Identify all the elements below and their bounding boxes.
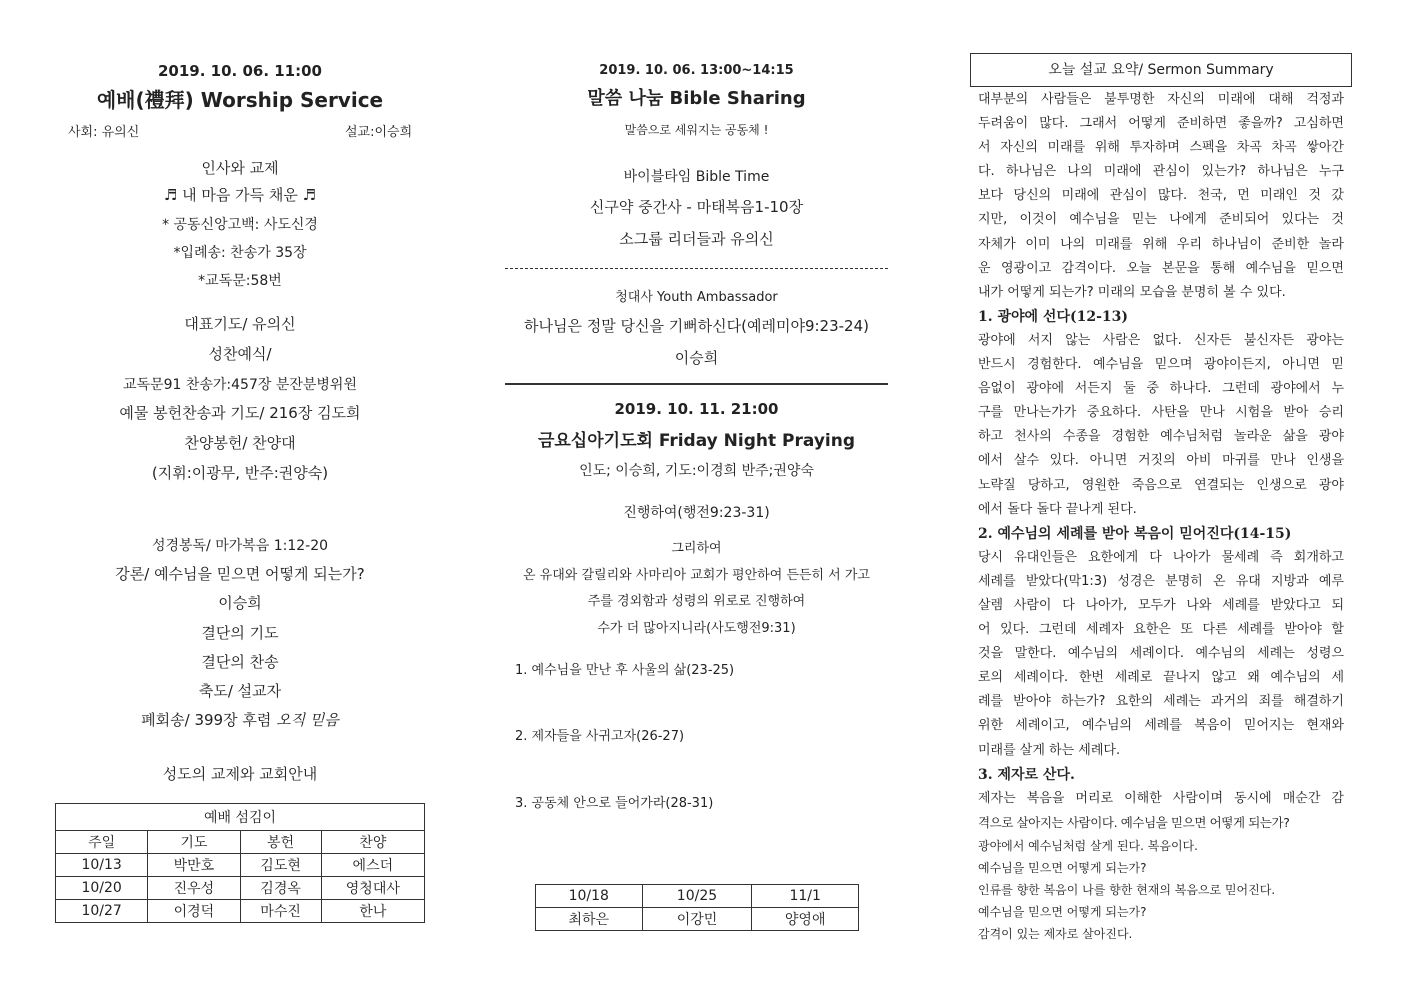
order-item: 찬양봉헌/ 찬양대 xyxy=(184,434,296,452)
order-item: 성경봉독/ 마가복음 1:12-20 xyxy=(151,538,329,554)
friday-point: 3. 공동체 안으로 들어가라(28-31) xyxy=(515,796,714,811)
table-row xyxy=(56,854,425,877)
friday-point: 2. 제자들을 사귀고자(26-27) xyxy=(515,729,685,744)
summary-line: 서 자신의 미래를 위해 투자하며 스펙을 차곡 차곡 쌓아간 xyxy=(978,140,1344,156)
summary-line: 예수님을 믿으면 어떻게 되는가? xyxy=(978,904,1147,919)
verse-line: 수가 더 많아지니라(사도행전9:31) xyxy=(597,621,796,636)
table-cell: 진우성 xyxy=(148,877,240,900)
table-header: 봉헌 xyxy=(240,831,321,854)
section-divider xyxy=(505,268,888,269)
summary-line: 두려움이 많다. 그래서 어떻게 준비하면 좋을까? 고심하면 xyxy=(978,116,1344,132)
closing-hymn-text: 폐회송/ 399장 후렴 xyxy=(141,711,277,729)
summary-line: 반드시 경험한다. 예수님을 믿으며 광야이든지, 아니면 믿 xyxy=(978,357,1344,373)
bible-time-title: 바이블타임 Bible Time xyxy=(623,169,770,185)
order-item: ♬ 내 마음 가득 채운 ♬ xyxy=(163,186,317,204)
friday-date: 2019. 10. 11. 21:00 xyxy=(614,400,779,418)
table-header: 기도 xyxy=(148,831,240,854)
table-row xyxy=(56,900,425,923)
youth-topic: 하나님은 정말 당신을 기뻐하신다(예레미야9:23-24) xyxy=(523,317,869,335)
summary-line: 위한 세례이고, 예수님의 세례를 복음이 믿어지는 현재와 xyxy=(978,718,1344,734)
order-item: 결단의 기도 xyxy=(201,624,279,642)
summary-heading: 3. 제자로 산다. xyxy=(978,766,1075,783)
summary-line: 구를 만나는가가 중요하다. 사탄을 만나 시험을 받아 승리 xyxy=(978,405,1344,421)
table-cell: 10/20 xyxy=(56,877,148,900)
friday-theme: 진행하여(행전9:23-31) xyxy=(623,505,770,521)
table-header: 찬양 xyxy=(321,831,424,854)
table-cell: 한나 xyxy=(321,900,424,923)
summary-line: 다. 하나님은 나의 미래에 관심이 있는가? 하나님은 누구 xyxy=(978,164,1344,180)
friday-leaders: 인도; 이승희, 기도:이경희 반주;권양숙 xyxy=(579,463,814,479)
fellowship-heading: 성도의 교제와 교회안내 xyxy=(162,765,318,783)
summary-line: 운 영광이고 감격이다. 오늘 본문을 통해 예수님을 믿으면 xyxy=(978,260,1344,276)
table-cell: 10/18 xyxy=(536,885,643,908)
sharing-motto: 말씀으로 세워지는 공동체 ! xyxy=(624,123,769,137)
summary-line: 살렘 사람이 다 나아가, 모두가 나와 세례를 받았다고 되 xyxy=(978,597,1344,613)
worship-date: 2019. 10. 06. 11:00 xyxy=(157,62,322,80)
friday-point: 1. 예수님을 만난 후 사울의 삶(23-25) xyxy=(515,663,735,678)
worship-preacher: 설교:이승희 xyxy=(345,125,413,140)
summary-line: 것을 말한다. 예수님의 세례이다. 예수님의 세례는 성령으 xyxy=(978,646,1344,662)
summary-line: 당시 유대인들은 요한에게 다 나아가 물세례 즉 회개하고 xyxy=(978,549,1344,565)
closing-hymn xyxy=(55,709,425,730)
youth-speaker: 이승희 xyxy=(674,349,719,367)
servers-caption: 예배 섬김이 xyxy=(56,804,425,831)
summary-heading: 2. 예수님의 세례를 받아 복음이 믿어진다(14-15) xyxy=(978,525,1292,542)
summary-line: 제자는 복음을 머리로 이해한 사람이며 동시에 매순간 감 xyxy=(978,790,1344,806)
table-row xyxy=(536,885,859,908)
order-item: 축도/ 설교자 xyxy=(198,682,282,700)
table-cell: 마수진 xyxy=(240,900,321,923)
order-item: 교독문91 찬송가:457장 분잔분병위원 xyxy=(123,377,357,393)
summary-title: 오늘 설교 요약/ Sermon Summary xyxy=(970,53,1352,87)
summary-line: 음없이 광야에 서든지 둘 중 하나다. 그런데 광야에서 누 xyxy=(978,381,1344,397)
section-divider xyxy=(505,383,888,385)
bible-time-leader: 소그룹 리더들과 유의신 xyxy=(619,230,774,248)
summary-line: 세례를 받았다(막1:3) 성경은 분명히 온 유대 지방과 예루 xyxy=(978,573,1344,589)
table-cell: 김경옥 xyxy=(240,877,321,900)
table-cell: 김도현 xyxy=(240,854,321,877)
worship-leader: 사회: 유의신 xyxy=(68,125,140,140)
table-cell: 10/25 xyxy=(642,885,752,908)
summary-line: 예수님을 믿으면 어떻게 되는가? xyxy=(978,860,1147,875)
friday-schedule-table xyxy=(535,884,859,931)
verse-line: 주를 경외함과 성령의 위로로 진행하여 xyxy=(587,594,806,609)
servers-table xyxy=(55,803,425,923)
table-row xyxy=(56,877,425,900)
summary-line: 로의 세례이다. 한번 세례로 끝나지 않고 왜 예수님의 세 xyxy=(978,670,1344,686)
summary-line: 지만, 이것이 예수님을 믿는 나에게 준비되어 있다는 것 xyxy=(978,212,1344,228)
order-item: 강론/ 예수님을 믿으면 어떻게 되는가? xyxy=(115,565,365,583)
table-cell: 11/1 xyxy=(752,885,859,908)
sharing-date: 2019. 10. 06. 13:00~14:15 xyxy=(599,63,794,78)
summary-line: 보다 당신의 미래에 관심이 많다. 천국, 먼 미래인 것 갔 xyxy=(978,188,1344,204)
order-item: 결단의 찬송 xyxy=(201,653,279,671)
summary-line: 례를 받아야 하는가? 요한의 세례는 과거의 죄를 해결하기 xyxy=(978,694,1344,710)
table-cell: 박만호 xyxy=(148,854,240,877)
summary-heading: 1. 광야에 선다(12-13) xyxy=(978,308,1129,325)
table-cell: 이강민 xyxy=(642,908,752,931)
table-cell: 이경덕 xyxy=(148,900,240,923)
summary-line: 내가 어떻게 되는가? 미래의 모습을 분명히 볼 수 있다. xyxy=(978,284,1286,300)
summary-line: 자체가 이미 나의 미래를 위해 우리 하나님이 준비한 놀라 xyxy=(978,236,1344,252)
order-item: *입례송: 찬송가 35장 xyxy=(173,245,307,261)
summary-line: 에서 살수 있다. 아니면 거짓의 아비 마귀를 만나 인생을 xyxy=(978,453,1344,469)
order-item: 예물 봉헌찬송과 기도/ 216장 김도희 xyxy=(119,404,361,422)
table-cell: 영청대사 xyxy=(321,877,424,900)
table-cell: 10/27 xyxy=(56,900,148,923)
table-header: 주일 xyxy=(56,831,148,854)
summary-line: 인류를 향한 복음이 나를 향한 현재의 복음으로 믿어진다. xyxy=(978,882,1276,897)
table-row xyxy=(536,908,859,931)
verse-line: 그리하여 xyxy=(671,541,722,556)
summary-line: 노략질 당하고, 영원한 죽음으로 연결되는 인생으로 광야 xyxy=(978,477,1344,493)
summary-line: 대부분의 사람들은 불투명한 자신의 미래에 대해 걱정과 xyxy=(978,92,1344,107)
friday-title: 금요십아기도회 Friday Night Praying xyxy=(537,431,856,451)
summary-line: 감격이 있는 제자로 살아진다. xyxy=(978,926,1133,941)
summary-line: 어 있다. 그런데 세례자 요한은 또 다른 세례를 받아야 할 xyxy=(978,622,1344,638)
table-cell: 양영애 xyxy=(752,908,859,931)
closing-hymn-emphasis: 오직 믿음 xyxy=(276,711,339,729)
summary-line: 광야에서 예수님처럼 살게 된다. 복음이다. xyxy=(978,838,1198,853)
sharing-title: 말씀 나눔 Bible Sharing xyxy=(587,88,806,109)
verse-line: 온 유대와 갈릴리와 사마리아 교회가 평안하여 든든히 서 가고 xyxy=(522,568,870,583)
order-item: (지휘:이광무, 반주:권양숙) xyxy=(151,464,329,482)
bible-time-topic: 신구약 중간사 - 마태복음1-10장 xyxy=(589,198,804,216)
table-cell: 에스더 xyxy=(321,854,424,877)
order-item: 인사와 교제 xyxy=(201,159,279,177)
order-item: 대표기도/ 유의신 xyxy=(184,315,296,333)
summary-line: 광야에 서지 않는 사람은 없다. 신자든 불신자든 광야는 xyxy=(978,332,1344,348)
summary-line: 에서 돌다 돌다 끝나게 된다. xyxy=(978,501,1137,517)
summary-line: 격으로 살아지는 사람이다. 예수님을 믿으면 어떻게 되는가? xyxy=(978,814,1290,830)
order-item: 성찬예식/ xyxy=(208,345,272,363)
worship-title: 예배(禮拜) Worship Service xyxy=(96,88,384,112)
order-item: 이승희 xyxy=(218,594,262,612)
order-item: * 공동신앙고백: 사도신경 xyxy=(162,217,318,233)
order-item: *교독문:58번 xyxy=(198,273,282,289)
summary-line: 미래를 살게 하는 세례다. xyxy=(978,742,1121,758)
summary-line: 하고 천사의 수종을 경험한 예수님처럼 놀라운 삶을 광야 xyxy=(978,429,1344,445)
youth-title: 청대사 Youth Ambassador xyxy=(615,290,778,305)
table-cell: 최하은 xyxy=(536,908,643,931)
summary-body xyxy=(978,88,1344,945)
table-cell: 10/13 xyxy=(56,854,148,877)
